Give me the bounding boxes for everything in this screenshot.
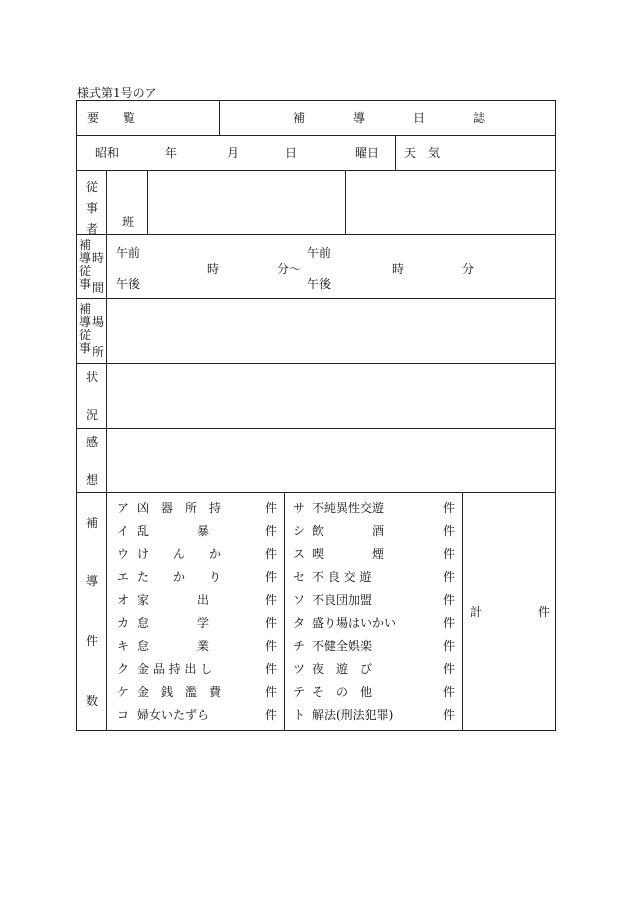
era-label: 昭和 <box>95 146 120 160</box>
offense-code: ウ <box>117 547 130 561</box>
offense-code: シ <box>293 524 306 538</box>
time-row-label-right: 時 間 <box>92 251 105 295</box>
title-char-1: 補 <box>293 111 306 125</box>
offense-code: ク <box>117 662 130 676</box>
offense-code: エ <box>117 570 130 584</box>
offense-unit: 件 <box>443 593 456 607</box>
count-label-char-3: 件 <box>86 634 99 648</box>
pm-label: 午後 <box>116 277 141 291</box>
count-label-char-1: 補 <box>86 516 99 530</box>
minute-from-label: 分〜 <box>277 262 302 276</box>
offense-label: 盛り場はいかい <box>312 616 397 630</box>
offense-unit: 件 <box>443 524 456 538</box>
year-label: 年 <box>165 146 178 160</box>
offense-unit: 件 <box>265 639 278 653</box>
title-char-4: 誌 <box>473 111 486 125</box>
offense-label: 不 良 交 遊 <box>312 570 372 584</box>
count-label-char-2: 導 <box>86 574 99 588</box>
offense-code: イ <box>117 524 130 538</box>
offense-code: タ <box>293 616 306 630</box>
status-char-2: 況 <box>86 408 99 422</box>
offense-code: オ <box>117 593 130 607</box>
offense-label: 怠 業 <box>137 639 210 653</box>
offense-label: 婦女いたずら <box>137 708 210 722</box>
offense-label: 飲 酒 <box>312 524 385 538</box>
offense-code: ツ <box>293 662 306 676</box>
offense-unit: 件 <box>443 616 456 630</box>
offense-unit: 件 <box>443 685 456 699</box>
offense-label: 家 出 <box>137 593 210 607</box>
offense-unit: 件 <box>443 662 456 676</box>
guidance-log-form <box>76 100 556 731</box>
offense-label: 喫 煙 <box>312 547 385 561</box>
hour-label: 時 <box>207 262 220 276</box>
form-number-label: 様式第1号のア <box>77 86 157 100</box>
offense-code: セ <box>293 570 306 584</box>
offense-label: け ん か <box>137 547 222 561</box>
offense-code: キ <box>117 639 130 653</box>
offense-unit: 件 <box>265 593 278 607</box>
weather-label: 天 気 <box>404 146 441 160</box>
impression-char-2: 想 <box>86 473 99 487</box>
offense-label: た か り <box>137 570 222 584</box>
worker-label: 従 事 者 <box>86 180 99 236</box>
offense-code: ト <box>293 708 306 722</box>
offense-code: ケ <box>117 685 130 699</box>
offense-unit: 件 <box>265 662 278 676</box>
offense-unit: 件 <box>443 639 456 653</box>
offense-label: 不純異性交遊 <box>312 501 385 515</box>
offense-code: カ <box>117 616 130 630</box>
place-row-label-left: 補 導 従 事 <box>79 302 92 355</box>
offense-unit: 件 <box>443 708 456 722</box>
offense-code: サ <box>293 501 306 515</box>
offense-label: 怠 学 <box>137 616 210 630</box>
am-label: 午前 <box>116 246 141 260</box>
minute-label: 分 <box>462 262 475 276</box>
summary-label: 要 覧 <box>87 111 136 125</box>
offense-unit: 件 <box>265 547 278 561</box>
offense-label: そ の 他 <box>312 685 373 699</box>
offense-unit: 件 <box>265 616 278 630</box>
offense-unit: 件 <box>443 570 456 584</box>
offense-label: 金 銭 濫 費 <box>137 685 222 699</box>
title-char-3: 日 <box>413 111 426 125</box>
offense-unit: 件 <box>443 547 456 561</box>
total-unit: 件 <box>538 605 551 619</box>
pm-label-2: 午後 <box>307 277 332 291</box>
count-label-char-4: 数 <box>86 694 99 708</box>
offense-code: コ <box>117 708 130 722</box>
offense-code: ア <box>117 501 130 515</box>
offense-unit: 件 <box>265 524 278 538</box>
offense-label: 夜 遊 び <box>312 662 373 676</box>
day-label: 日 <box>285 146 298 160</box>
offense-label: 不良団加盟 <box>312 593 373 607</box>
impression-char-1: 感 <box>86 435 99 449</box>
offense-label: 不健全娯楽 <box>312 639 373 653</box>
offense-code: ス <box>293 547 306 561</box>
month-label: 月 <box>227 146 240 160</box>
title-char-2: 導 <box>353 111 366 125</box>
offense-unit: 件 <box>265 570 278 584</box>
offense-unit: 件 <box>265 708 278 722</box>
offense-code: チ <box>293 639 306 653</box>
offense-label: 金 品 持 出 し <box>137 662 213 676</box>
time-row-label-left: 補 導 従 事 <box>79 238 92 291</box>
offense-unit: 件 <box>265 685 278 699</box>
offense-code: テ <box>293 685 306 699</box>
offense-label: 解法(刑法犯罪) <box>312 708 394 722</box>
weekday-label: 曜日 <box>355 146 380 160</box>
place-row-label-right: 場 所 <box>92 315 105 359</box>
am-label-2: 午前 <box>307 246 332 260</box>
status-char-1: 状 <box>86 370 99 384</box>
offense-unit: 件 <box>265 501 278 515</box>
hour-label-2: 時 <box>392 262 405 276</box>
offense-unit: 件 <box>443 501 456 515</box>
offense-label: 凶 器 所 持 <box>137 501 222 515</box>
offense-code: ソ <box>293 593 306 607</box>
total-label: 計 <box>470 605 483 619</box>
offense-label: 乱 暴 <box>137 524 210 538</box>
team-label: 班 <box>122 215 135 229</box>
